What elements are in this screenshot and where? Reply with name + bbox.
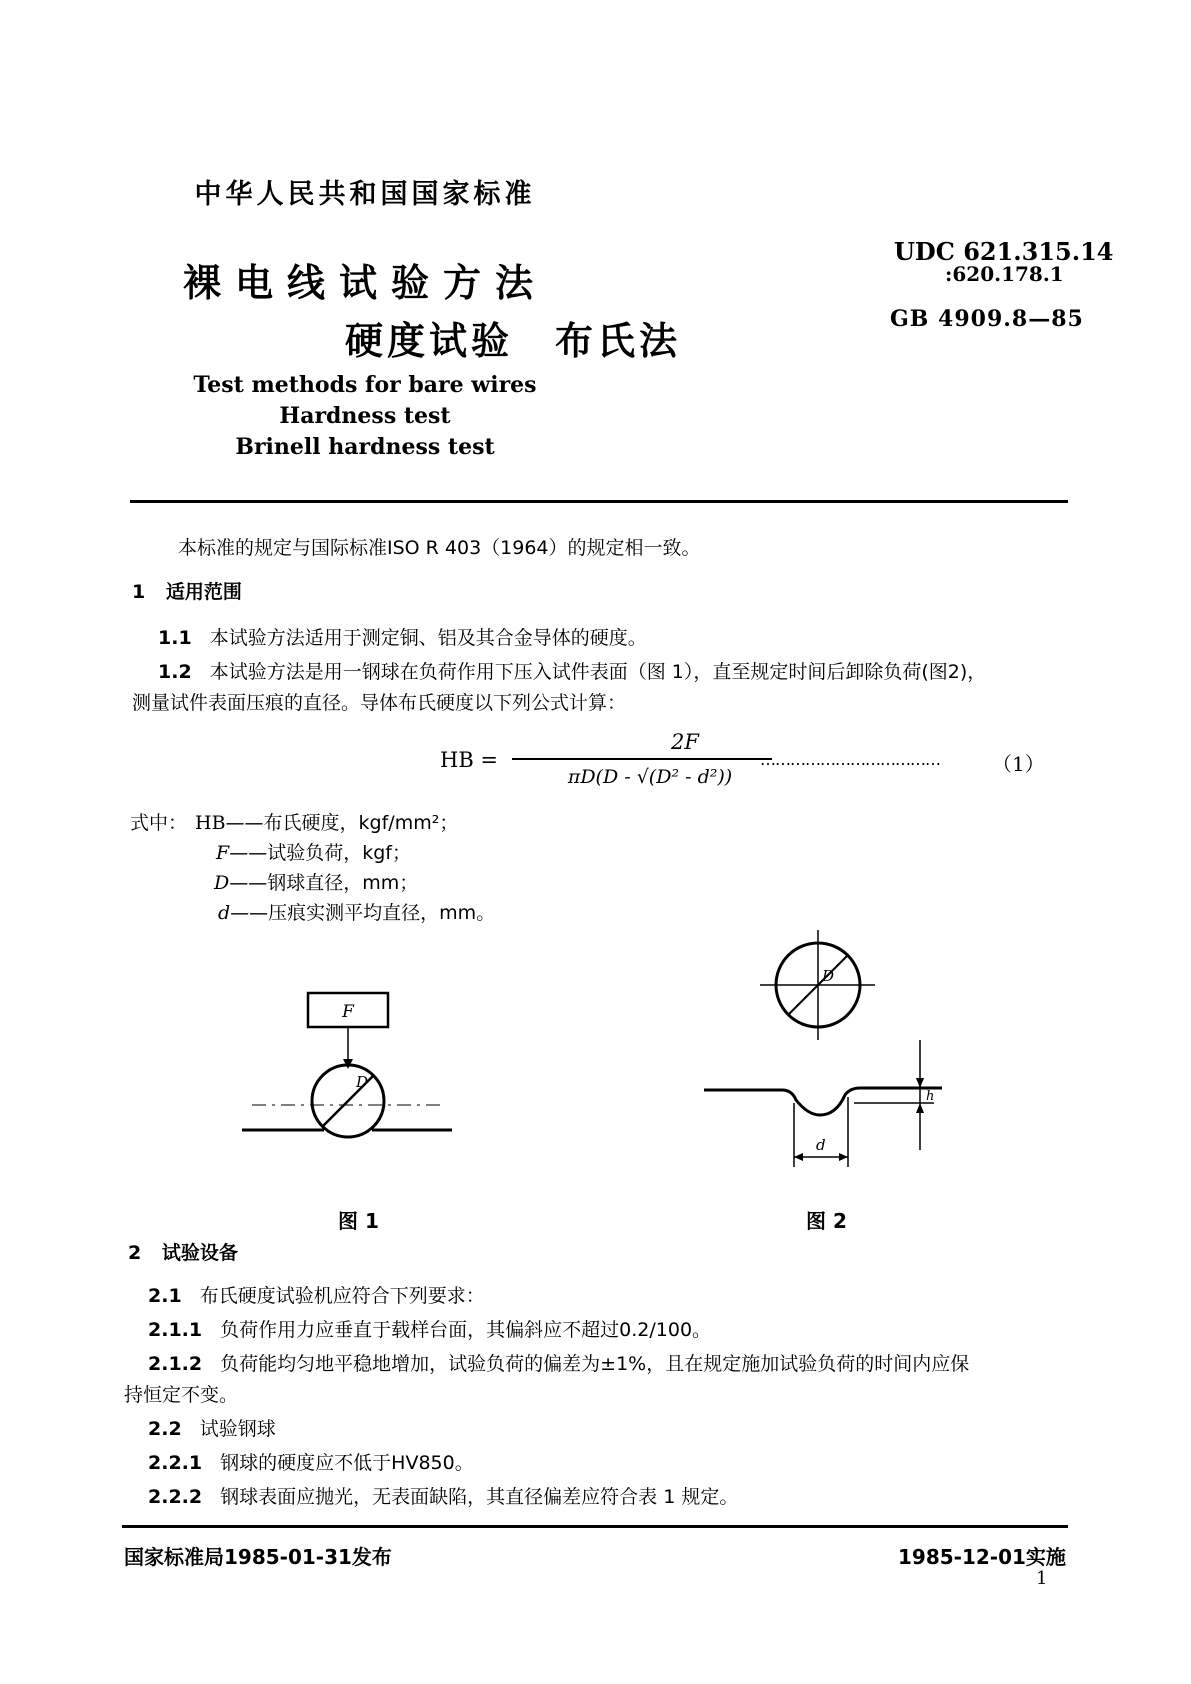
section2-title: 试验设备 <box>161 1242 238 1264</box>
formula-number: （1） <box>992 752 1045 776</box>
formula-lhs: HB = <box>440 748 499 772</box>
para-2-1-2 <box>148 1349 969 1376</box>
para-1-1-number: 1.1 <box>158 627 192 649</box>
gb-number: GB 4909.8—85 <box>890 306 1084 332</box>
width-arrow-right <box>839 1153 848 1161</box>
title-en-line1: Test methods for bare wires <box>193 372 537 398</box>
formula-1 <box>440 730 1080 798</box>
para-2-1-1-text: 负荷作用力应垂直于载样台面，其偏斜应不超过0.2/100。 <box>220 1319 712 1341</box>
section1-heading <box>132 577 242 604</box>
indent-profile <box>704 1088 942 1115</box>
figure-1-diagram <box>230 975 480 1145</box>
para-1-2 <box>158 657 986 684</box>
para-2-1-1-number: 2.1.1 <box>148 1319 203 1341</box>
formula-denominator: πD(D - √(D² - d²)) <box>567 766 733 788</box>
title-en-line3: Brinell hardness test <box>235 434 495 460</box>
para-2-2-2 <box>148 1482 738 1509</box>
title-cn-line1: 裸电线试验方法 <box>182 261 547 305</box>
where-description: ——压痕实测平均直径，mm。 <box>230 902 496 924</box>
where-symbol: HB <box>195 812 226 834</box>
issued-date: 国家标准局1985-01-31发布 <box>124 1545 392 1569</box>
where-symbol: D <box>214 872 230 894</box>
udc-number: UDC 621.315.14 <box>894 237 1114 266</box>
para-2-1-number: 2.1 <box>148 1285 182 1307</box>
para-2-2-number: 2.2 <box>148 1418 182 1440</box>
title-en-line2: Hardness test <box>279 403 451 429</box>
para-1-2-text-b: 测量试件表面压痕的直径。导体布氏硬度以下列公式计算： <box>132 692 627 714</box>
formula-leader: ……………………………… <box>760 750 940 769</box>
title-cn-line2: 硬度试验 布氏法 <box>345 319 682 363</box>
where-symbol: F <box>216 842 230 864</box>
formula-numerator: 2F <box>671 730 699 754</box>
para-2-1-1 <box>148 1315 711 1342</box>
section2-number: 2 <box>128 1242 142 1264</box>
footer-rule <box>122 1525 1068 1528</box>
where-symbol: d <box>218 902 231 924</box>
para-1-1-text: 本试验方法适用于测定铜、铝及其合金导体的硬度。 <box>209 627 647 649</box>
where-description: ——布氏硬度，kgf/mm²； <box>225 812 459 834</box>
page-number: 1 <box>1036 1568 1048 1589</box>
para-2-1-2-text-a: 负荷能均匀地平稳地增加，试验负荷的偏差为±1%，且在规定施加试验负荷的时间内应保 <box>220 1353 970 1375</box>
para-1-1 <box>158 623 647 650</box>
where-label: 式中： <box>130 812 188 834</box>
para-2-2 <box>148 1414 276 1441</box>
indent-diameter-label: D <box>822 967 835 985</box>
section2-heading <box>128 1238 238 1265</box>
figure-1-caption: 图 1 <box>338 1209 379 1233</box>
load-label: F <box>342 1002 354 1022</box>
width-label: d <box>816 1136 826 1154</box>
national-standard-heading: 中华人民共和国国家标准 <box>194 179 536 210</box>
udc-number-line2: :620.178.1 <box>945 262 1064 286</box>
para-2-2-2-number: 2.2.2 <box>148 1486 203 1508</box>
figure-2-diagram <box>700 925 950 1175</box>
intro-text: 本标准的规定与国际标准ISO R 403（1964）的规定相一致。 <box>178 537 701 559</box>
para-2-1-2-number: 2.1.2 <box>148 1353 203 1375</box>
para-2-2-1-text: 钢球的硬度应不低于HV850。 <box>220 1452 474 1474</box>
para-1-2-number: 1.2 <box>158 661 192 683</box>
where-item-d-upper <box>214 868 418 895</box>
where-item-hb <box>195 808 458 835</box>
section1-number: 1 <box>132 581 146 603</box>
depth-arrow-bottom <box>916 1103 924 1113</box>
ball-diameter-label: D <box>356 1073 369 1091</box>
section1-title: 适用范围 <box>165 581 242 603</box>
para-2-2-1-number: 2.2.1 <box>148 1452 203 1474</box>
where-description: ——钢球直径，mm； <box>229 872 419 894</box>
where-item-f <box>216 838 411 865</box>
para-2-2-2-text: 钢球表面应抛光，无表面缺陷，其直径偏差应符合表 1 规定。 <box>220 1486 739 1508</box>
where-item-d-lower <box>218 898 495 925</box>
para-2-1-2-text-b: 持恒定不变。 <box>124 1384 239 1406</box>
where-description: ——试验负荷，kgf； <box>229 842 411 864</box>
para-2-2-1 <box>148 1448 474 1475</box>
header-rule <box>130 500 1068 503</box>
figure-2-caption: 图 2 <box>806 1209 847 1233</box>
fraction-bar <box>512 758 772 760</box>
para-2-1 <box>148 1281 485 1308</box>
para-1-2-text-a: 本试验方法是用一钢球在负荷作用下压入试件表面（图 1），直至规定时间后卸除负荷(图2)， <box>209 661 987 683</box>
depth-label: h <box>926 1089 935 1104</box>
para-2-2-text: 试验钢球 <box>199 1418 276 1440</box>
para-2-1-text: 布氏硬度试验机应符合下列要求： <box>199 1285 485 1307</box>
implemented-date: 1985-12-01实施 <box>898 1545 1066 1569</box>
width-arrow-left <box>794 1153 803 1161</box>
